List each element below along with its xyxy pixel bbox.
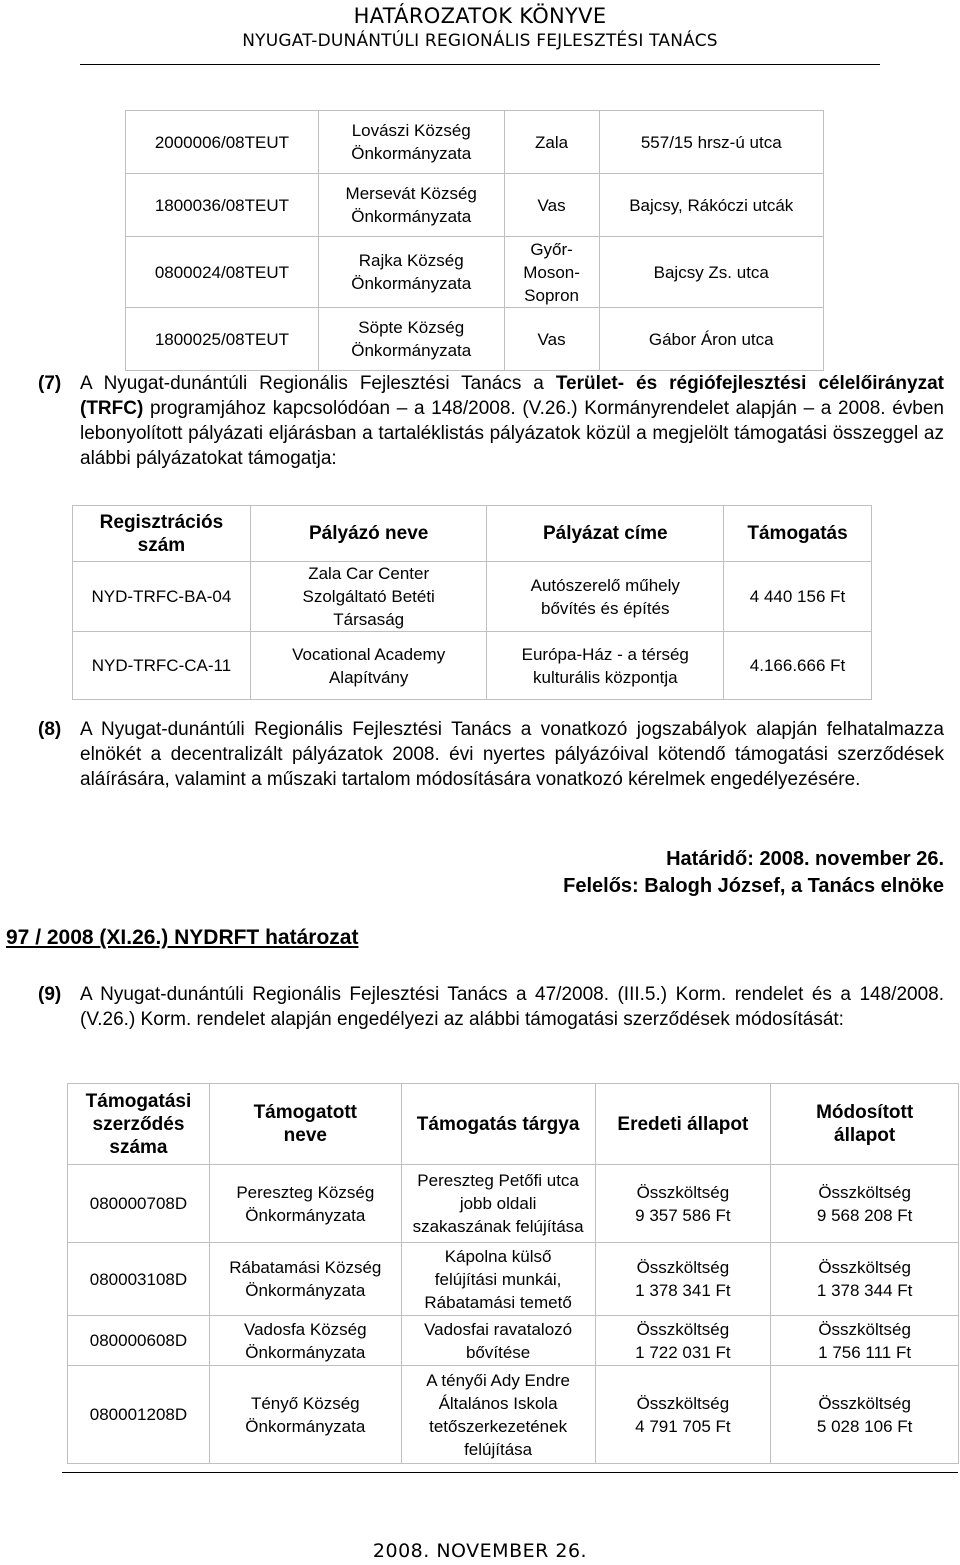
beneficiary-name: Rábatamási Község Önkormányzata [209, 1243, 401, 1316]
support-amount: 4 440 156 Ft [724, 562, 872, 632]
project-county: Vas [504, 308, 599, 371]
table-row [68, 1243, 959, 1316]
footer-divider [62, 1472, 958, 1473]
table-row [126, 174, 824, 237]
support-subject: A tényői Ady Endre Általános Iskola tetőszerkezetének felújítása [401, 1366, 595, 1464]
original-state: Összköltség 1 378 341 Ft [595, 1243, 771, 1316]
footer-date: 2008. NOVEMBER 26. [372, 1540, 588, 1562]
application-title: Európa-Ház - a térség kulturális központja [487, 632, 724, 700]
column-header: Módosított állapot [771, 1084, 959, 1165]
project-id: 0800024/08TEUT [126, 237, 319, 308]
paragraph-number: (7) [38, 373, 62, 394]
column-header: Támogatási szerződés száma [68, 1084, 210, 1165]
table-row [68, 1316, 959, 1366]
column-header: Pályázó neve [250, 506, 487, 562]
project-id: 2000006/08TEUT [126, 111, 319, 174]
registration-number: NYD-TRFC-BA-04 [73, 562, 251, 632]
table-header-row [73, 506, 872, 562]
contracts-table [67, 1083, 959, 1464]
modified-state: Összköltség 9 568 208 Ft [771, 1165, 959, 1243]
column-header: Regisztrációs szám [73, 506, 251, 562]
modified-state: Összköltség 1 378 344 Ft [771, 1243, 959, 1316]
modified-state: Összköltség 1 756 111 Ft [771, 1316, 959, 1366]
table-row [126, 308, 824, 371]
support-subject: Vadosfai ravatalozó bővítése [401, 1316, 595, 1366]
project-location: Bajcsy Zs. utca [599, 237, 823, 308]
beneficiary-name: Vadosfa Község Önkormányzata [209, 1316, 401, 1366]
grants-table [72, 505, 872, 700]
paragraph-number: (9) [38, 984, 62, 1005]
original-state: Összköltség 4 791 705 Ft [595, 1366, 771, 1464]
column-header: Pályázat címe [487, 506, 724, 562]
document-subtitle: NYUGAT-DUNÁNTÚLI REGIONÁLIS FEJLESZTÉSI TANÁCS [242, 31, 718, 51]
table-header-row [68, 1084, 959, 1165]
project-location: Gábor Áron utca [599, 308, 823, 371]
original-state: Összköltség 1 722 031 Ft [595, 1316, 771, 1366]
column-header: Eredeti állapot [595, 1084, 771, 1165]
paragraph-7: (7) A Nyugat-dunántúli Regionális Fejlesztési Tanács a Terület- és régiófejlesztési célelőirányzat (TRFC) programjához kapcsolódóan – a 148/2008. (V.26.) Kormányrendelet alapján – a 2008. évben lebonyolított pályázati eljárásban a tartaléklistás pályázatok közül a megjelölt támogatási összeggel az alábbi pályázatokat támogatja: [38, 373, 944, 469]
project-location: Bajcsy, Rákóczi utcák [599, 174, 823, 237]
responsible-person: Felelős: Balogh József, a Tanács elnöke [563, 875, 944, 897]
paragraph-number: (8) [38, 719, 62, 740]
applicant-name: Zala Car Center Szolgáltató Betéti Társaság [250, 562, 487, 632]
deadline: Határidő: 2008. november 26. [666, 848, 944, 870]
column-header: Támogatás [724, 506, 872, 562]
project-id: 1800036/08TEUT [126, 174, 319, 237]
beneficiary-name: Pereszteg Község Önkormányzata [209, 1165, 401, 1243]
table-row [126, 111, 824, 174]
contract-number: 080001208D [68, 1366, 210, 1464]
table-row [68, 1366, 959, 1464]
application-title: Autószerelő műhely bővítés és építés [487, 562, 724, 632]
projects-table [125, 110, 824, 371]
project-county: Zala [504, 111, 599, 174]
table-row [68, 1165, 959, 1243]
paragraph-8: (8) A Nyugat-dunántúli Regionális Fejlesztési Tanács a vonatkozó jogszabályok alapján felhatalmazza elnökét a decentralizált pályázatok 2008. évi nyertes pályázóival kötendő támogatási szerződések aláírására, valamint a műszaki tartalom módosítására vonatkozó kérelmek engedélyezésére. [38, 719, 944, 790]
column-header: Támogatott neve [209, 1084, 401, 1165]
table-row [126, 237, 824, 308]
decision-title: 97 / 2008 (XI.26.) NYDRFT határozat [6, 926, 359, 949]
support-subject: Kápolna külső felújítási munkái, Rábatamási temető [401, 1243, 595, 1316]
modified-state: Összköltség 5 028 106 Ft [771, 1366, 959, 1464]
contract-number: 080003108D [68, 1243, 210, 1316]
registration-number: NYD-TRFC-CA-11 [73, 632, 251, 700]
project-owner: Rajka Község Önkormányzata [318, 237, 504, 308]
table-row [73, 562, 872, 632]
applicant-name: Vocational Academy Alapítvány [250, 632, 487, 700]
beneficiary-name: Tényő Község Önkormányzata [209, 1366, 401, 1464]
contract-number: 080000608D [68, 1316, 210, 1366]
contract-number: 080000708D [68, 1165, 210, 1243]
table-row [73, 632, 872, 700]
project-county: Vas [504, 174, 599, 237]
paragraph-9: (9) A Nyugat-dunántúli Regionális Fejlesztési Tanács a 47/2008. (III.5.) Korm. rendelet és a 148/2008. (V.26.) Korm. rendelet alapján engedélyezi az alábbi támogatási szerződések módosítását: [38, 984, 944, 1030]
original-state: Összköltség 9 357 586 Ft [595, 1165, 771, 1243]
project-location: 557/15 hrsz-ú utca [599, 111, 823, 174]
project-owner: Söpte Község Önkormányzata [318, 308, 504, 371]
project-id: 1800025/08TEUT [126, 308, 319, 371]
project-county: Győr- Moson- Sopron [504, 237, 599, 308]
support-amount: 4.166.666 Ft [724, 632, 872, 700]
column-header: Támogatás tárgya [401, 1084, 595, 1165]
support-subject: Pereszteg Petőfi utca jobb oldali szakaszának felújítása [401, 1165, 595, 1243]
document-title: HATÁROZATOK KÖNYVE [353, 4, 607, 28]
project-owner: Lovászi Község Önkormányzata [318, 111, 504, 174]
header-divider [80, 64, 880, 65]
project-owner: Mersevát Község Önkormányzata [318, 174, 504, 237]
